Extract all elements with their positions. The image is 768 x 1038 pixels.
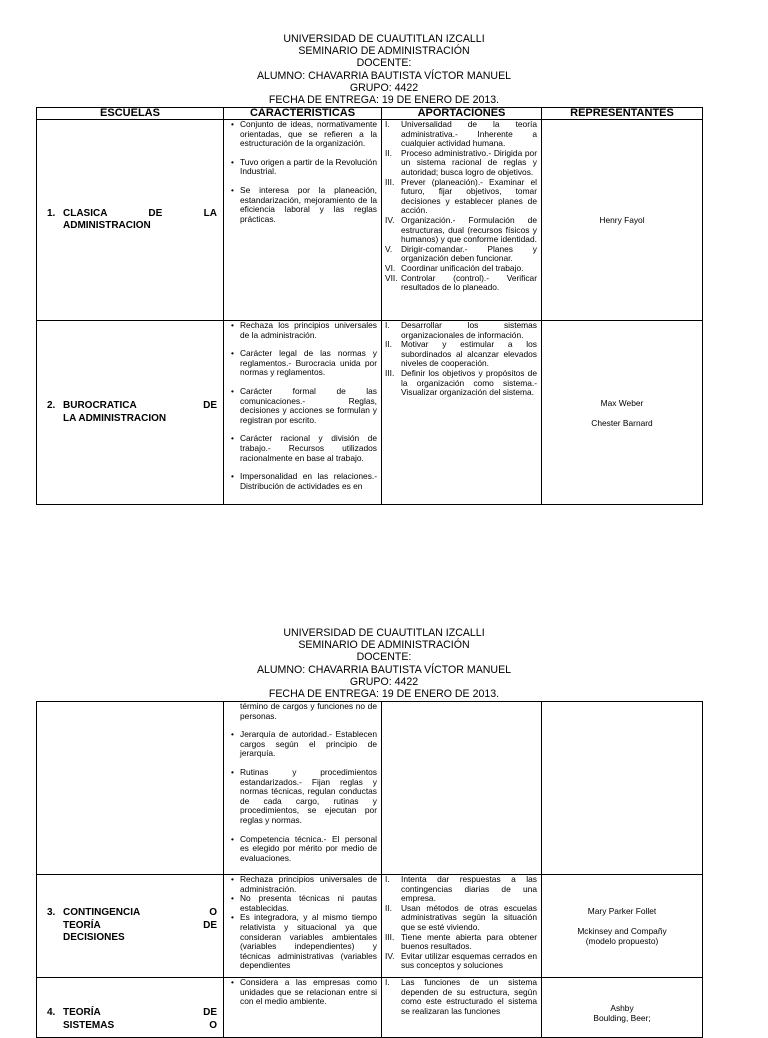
characteristic-item: • Carácter legal de las normas y reglamentos.- Burocracia unida por normas y reglamentos. — [240, 349, 377, 378]
school-name-cont: LA ADMINISTRACION — [63, 412, 167, 424]
characteristic-item: • Conjunto de ideas, normativamente orientadas, que se refieren a la estructuración de la organización. — [240, 120, 377, 149]
contribution-item: VII. Controlar (control).- Verificar resultados de lo planeado. — [385, 272, 537, 293]
contribution-item: IV. Evitar utilizar esquemas cerrados en sus conceptos y soluciones — [385, 950, 537, 971]
table-row — [37, 875, 703, 978]
contribution-item: II. Usan métodos de otras escuelas administrativas según la situación que se esté viviendo. — [385, 902, 537, 932]
representative: (modelo propuesto) — [585, 936, 659, 946]
characteristic-item: • Rutinas y procedimientos estandarizados.- Fijan reglas y normas técnicas, regulan conductas de cada cargo, rutinas y procedimientos, se ejecutan por reglas y normas. — [240, 768, 377, 826]
contribution-item: VI. Coordinar unificación del trabajo. — [385, 262, 524, 273]
school-name-cont: ADMINISTRACION — [63, 220, 151, 231]
characteristics-cell — [224, 702, 382, 875]
school-number: 4. — [47, 1007, 56, 1018]
representatives-cell — [542, 875, 703, 978]
contributions-cell — [382, 702, 542, 875]
characteristics-cell — [224, 978, 382, 1038]
table-row — [37, 978, 703, 1038]
teacher-line: DOCENTE: — [356, 651, 412, 664]
representative: Ashby — [610, 1003, 634, 1013]
contribution-item: I. Intenta dar respuestas a las contingencias diarias de una empresa. — [385, 874, 537, 904]
representative: Henry Fayol — [599, 215, 645, 225]
contributions-cell — [382, 978, 542, 1038]
contributions-cell — [382, 120, 542, 321]
university-name: UNIVERSIDAD DE CUAUTITLAN IZCALLI — [283, 33, 485, 45]
school-cell — [37, 978, 224, 1038]
characteristic-item: • Carácter formal de las comunicaciones.- Reglas, decisiones y acciones se formulan y registran por escrito. — [240, 387, 377, 425]
due-date-line: FECHA DE ENTREGA: 19 DE ENERO DE 2013. — [268, 94, 500, 107]
contribution-item: I. Las funciones de un sistema dependen de su estructura, según como este estructurado el sistema se realizaran las funciones — [385, 977, 537, 1016]
teacher-line: DOCENTE: — [356, 57, 412, 70]
contribution-item: III. Definir los objetivos y propósitos de la organización como sistema.- Visualizar organización del sistema. — [385, 367, 537, 398]
seminar-name: SEMINARIO DE ADMINISTRACIÓN — [298, 45, 470, 58]
page2-table — [36, 701, 703, 1038]
characteristic-item: • Competencia técnica.- El personal es elegido por mérito por medio de evaluaciones. — [240, 835, 377, 864]
contribution-item: III. Prever (planeación).- Examinar el futuro, fijar objetivos, tomar decisiones y establecer planes de acción. — [385, 176, 537, 216]
characteristic-continuation: término de cargos y funciones no de personas. — [240, 701, 377, 721]
seminar-name: SEMINARIO DE ADMINISTRACIÓN — [298, 639, 470, 652]
characteristics-cell — [224, 875, 382, 978]
characteristic-item: • Considera a las empresas como unidades que se relacionan entre si con el medio ambiente. — [240, 978, 377, 1007]
representative: Boulding, Beer; — [593, 1013, 651, 1023]
characteristic-item: • Es integradora, y al mismo tiempo relativista y situacional ya que consideran variables ambientales (variables independientes) y técnicas administrativas (variables dependientes — [240, 913, 377, 971]
contributions-cell — [382, 321, 542, 505]
group-line: GRUPO: 4422 — [349, 81, 419, 94]
representative: Mary Parker Follet — [587, 906, 657, 916]
contribution-item: II. Proceso administrativo.- Dirigida por un sistema racional de reglas y autoridad; busca logro de objetivos. — [385, 147, 537, 177]
school-cell — [37, 702, 224, 875]
col-header-representantes: REPRESENTANTES — [542, 108, 703, 120]
representative: Chester Barnard — [591, 417, 653, 428]
school-number: 1. — [47, 207, 56, 219]
characteristic-item: • Carácter racional y división de trabajo.- Recursos utilizados racionalmente en base al trabajo. — [240, 434, 377, 463]
school-name-cont: DECISIONES — [63, 932, 125, 944]
characteristic-item: • Rechaza principios universales de administración. — [240, 875, 377, 894]
col-header-aportaciones: APORTACIONES — [382, 108, 542, 120]
page1-header — [0, 33, 768, 106]
characteristic-item: • No presenta técnicas ni pautas establecidas. — [240, 894, 377, 913]
school-name-cont: TEORÍA DE — [63, 919, 217, 931]
school-cell — [37, 875, 224, 978]
student-line: ALUMNO: CHAVARRIA BAUTISTA VÍCTOR MANUEL — [256, 69, 512, 82]
contributions-cell — [382, 875, 542, 978]
page1-table — [36, 107, 703, 505]
school-cell — [37, 120, 224, 321]
contribution-item: III. Tiene mente abierta para obtener buenos resultados. — [385, 931, 537, 952]
col-header-caracteristicas: CARACTERISTICAS — [224, 108, 382, 120]
contribution-item: IV. Organización.- Formulación de estructuras, dual (recursos físicos y humanos) y que conforme identidad. — [385, 214, 537, 245]
school-name: TEORÍA DE — [63, 1007, 217, 1018]
characteristic-item: • Se interesa por la planeación, estandarización, mejoramiento de la eficiencia laboral y las reglas prácticas. — [240, 186, 377, 224]
table-row — [37, 321, 703, 505]
characteristics-cell — [224, 120, 382, 321]
contribution-item: I. Universalidad de la teoría administrativa.- Inherente a cualquier actividad humana. — [385, 119, 537, 149]
representatives-cell — [542, 321, 703, 505]
student-line: ALUMNO: CHAVARRIA BAUTISTA VÍCTOR MANUEL — [256, 663, 512, 676]
representatives-cell — [542, 120, 703, 321]
school-name-cont: SISTEMAS O — [63, 1019, 217, 1031]
contribution-item: I. Desarrollar los sistemas organizacionales de información. — [385, 320, 537, 340]
representatives-cell — [542, 702, 703, 875]
representative: Max Weber — [600, 397, 644, 408]
contribution-item: V. Dirigir-comandar.- Planes y organización deben funcionar. — [385, 243, 537, 264]
characteristic-item: • Tuvo origen a partir de la Revolución Industrial. — [240, 158, 377, 177]
characteristic-item: • Impersonalidad en las relaciones.- Distribución de actividades es en — [240, 472, 377, 491]
representative: Mckinsey and Compañy — [577, 926, 667, 936]
school-number: 3. — [47, 907, 56, 919]
school-name: CLASICA DE LA — [63, 207, 217, 219]
page2-header — [0, 627, 768, 700]
representatives-cell — [542, 978, 703, 1038]
contribution-item: II. Motivar y estimular a los subordinados al alcanzar elevados niveles de cooperación. — [385, 339, 537, 369]
school-cell — [37, 321, 224, 505]
characteristics-cell — [224, 321, 382, 505]
school-name: BUROCRATICA DE — [63, 400, 217, 411]
group-line: GRUPO: 4422 — [349, 675, 419, 688]
table-row — [37, 702, 703, 875]
table-header-row — [37, 108, 703, 120]
col-header-escuelas: ESCUELAS — [37, 108, 224, 120]
due-date-line: FECHA DE ENTREGA: 19 DE ENERO DE 2013. — [268, 688, 500, 701]
school-number: 2. — [47, 400, 56, 411]
university-name: UNIVERSIDAD DE CUAUTITLAN IZCALLI — [283, 627, 485, 639]
table-row — [37, 120, 703, 321]
characteristic-item: • Jerarquía de autoridad.- Establecen cargos según el principio de jerarquía. — [240, 730, 377, 759]
school-name: CONTINGENCIA O — [63, 907, 217, 919]
characteristic-item: • Rechaza los principios universales de la administración. — [240, 321, 377, 340]
